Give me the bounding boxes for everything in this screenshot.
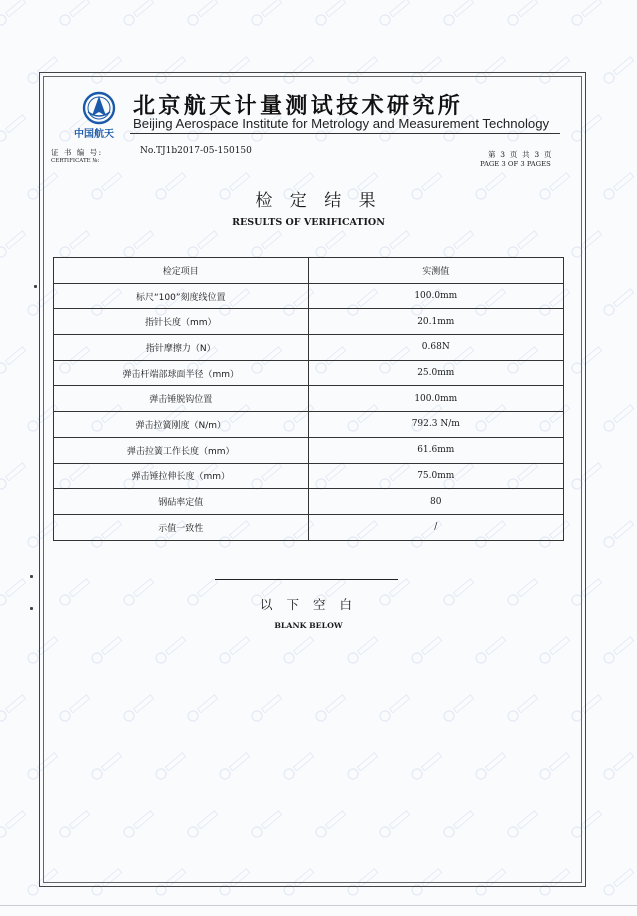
row-item: 弹击锤拉伸长度（mm） (54, 463, 309, 489)
page-indicator-en: PAGE 3 OF 3 PAGES (480, 160, 551, 168)
watermark-logo-icon (314, 0, 347, 27)
row-value: / (308, 514, 564, 540)
row-value: 100.0mm (308, 386, 564, 412)
watermark-logo-icon (0, 461, 27, 491)
row-item: 弹击杆端部球面半径（mm） (54, 360, 309, 386)
row-value: 0.68N (308, 335, 564, 361)
table-row (54, 489, 564, 515)
table-row (54, 335, 564, 361)
results-title-cn: 检 定 结 果 (255, 191, 382, 211)
watermark-logo-icon (0, 0, 27, 27)
table-row (54, 437, 564, 463)
results-title-en: RESULTS OF VERIFICATION (232, 217, 385, 228)
scan-speck (30, 607, 33, 610)
row-value: 25.0mm (308, 360, 564, 386)
scan-speck (34, 285, 37, 288)
watermark-logo-icon (250, 0, 283, 27)
column-header-value: 实测值 (308, 258, 564, 284)
table-header-row (54, 258, 564, 284)
row-item: 钢砧率定值 (54, 489, 309, 515)
verification-results-table (53, 257, 564, 541)
row-item: 示值一致性 (54, 514, 309, 540)
logo-caption: 中国航天 (74, 129, 114, 140)
row-item: 标尺“100”刻度线位置 (54, 283, 309, 309)
scan-bottom-edge (0, 905, 637, 906)
watermark-logo-icon (0, 113, 27, 143)
row-value: 792.3 N/m (308, 412, 564, 438)
watermark-logo-icon (442, 0, 475, 27)
blank-below-divider (215, 579, 398, 580)
row-value: 61.6mm (308, 437, 564, 463)
row-value: 100.0mm (308, 283, 564, 309)
watermark-logo-icon (0, 809, 27, 839)
watermark-logo-icon (602, 751, 635, 781)
column-header-item: 检定项目 (54, 258, 309, 284)
certificate-number: No.TJ1b2017-05-150150 (140, 146, 252, 156)
watermark-logo-icon (0, 693, 27, 723)
watermark-logo-icon (506, 0, 539, 27)
row-item: 指针摩擦力（N） (54, 335, 309, 361)
watermark-logo-icon (122, 0, 155, 27)
row-value: 20.1mm (308, 309, 564, 335)
table-row (54, 360, 564, 386)
watermark-logo-icon (602, 403, 635, 433)
watermark-logo-icon (602, 55, 635, 85)
row-item: 弹击拉簧刚度（N/m） (54, 412, 309, 438)
row-value: 75.0mm (308, 463, 564, 489)
table-row (54, 514, 564, 540)
table-row (54, 283, 564, 309)
watermark-logo-icon (0, 229, 27, 259)
scan-speck (30, 575, 33, 578)
table-row (54, 412, 564, 438)
institute-name-en: Beijing Aerospace Institute for Metrology and Measurement Technology (133, 116, 550, 131)
watermark-logo-icon (378, 0, 411, 27)
certificate-number-label-en: CERTIFICATE №: (51, 158, 100, 164)
watermark-logo-icon (570, 0, 603, 27)
table-row (54, 309, 564, 335)
row-value: 80 (308, 489, 564, 515)
watermark-logo-icon (0, 345, 27, 375)
table-row (54, 463, 564, 489)
watermark-logo-icon (186, 0, 219, 27)
watermark-logo-icon (602, 519, 635, 549)
watermark-logo-icon (58, 0, 91, 27)
watermark-logo-icon (602, 635, 635, 665)
institute-name-cn: 北京航天计量测试技术研究所 (133, 94, 464, 119)
table-row (54, 386, 564, 412)
header-divider (130, 133, 560, 134)
watermark-logo-icon (602, 287, 635, 317)
blank-below-en: BLANK BELOW (274, 621, 343, 630)
row-item: 弹击锤脱钩位置 (54, 386, 309, 412)
blank-below-cn: 以 下 空 白 (260, 597, 357, 612)
certificate-number-label-cn: 证 书 编 号: (51, 148, 103, 157)
watermark-logo-icon (602, 867, 635, 897)
row-item: 指针长度（mm） (54, 309, 309, 335)
page-indicator-cn: 第 3 页 共 3 页 (488, 150, 553, 159)
row-item: 弹击拉簧工作长度（mm） (54, 437, 309, 463)
